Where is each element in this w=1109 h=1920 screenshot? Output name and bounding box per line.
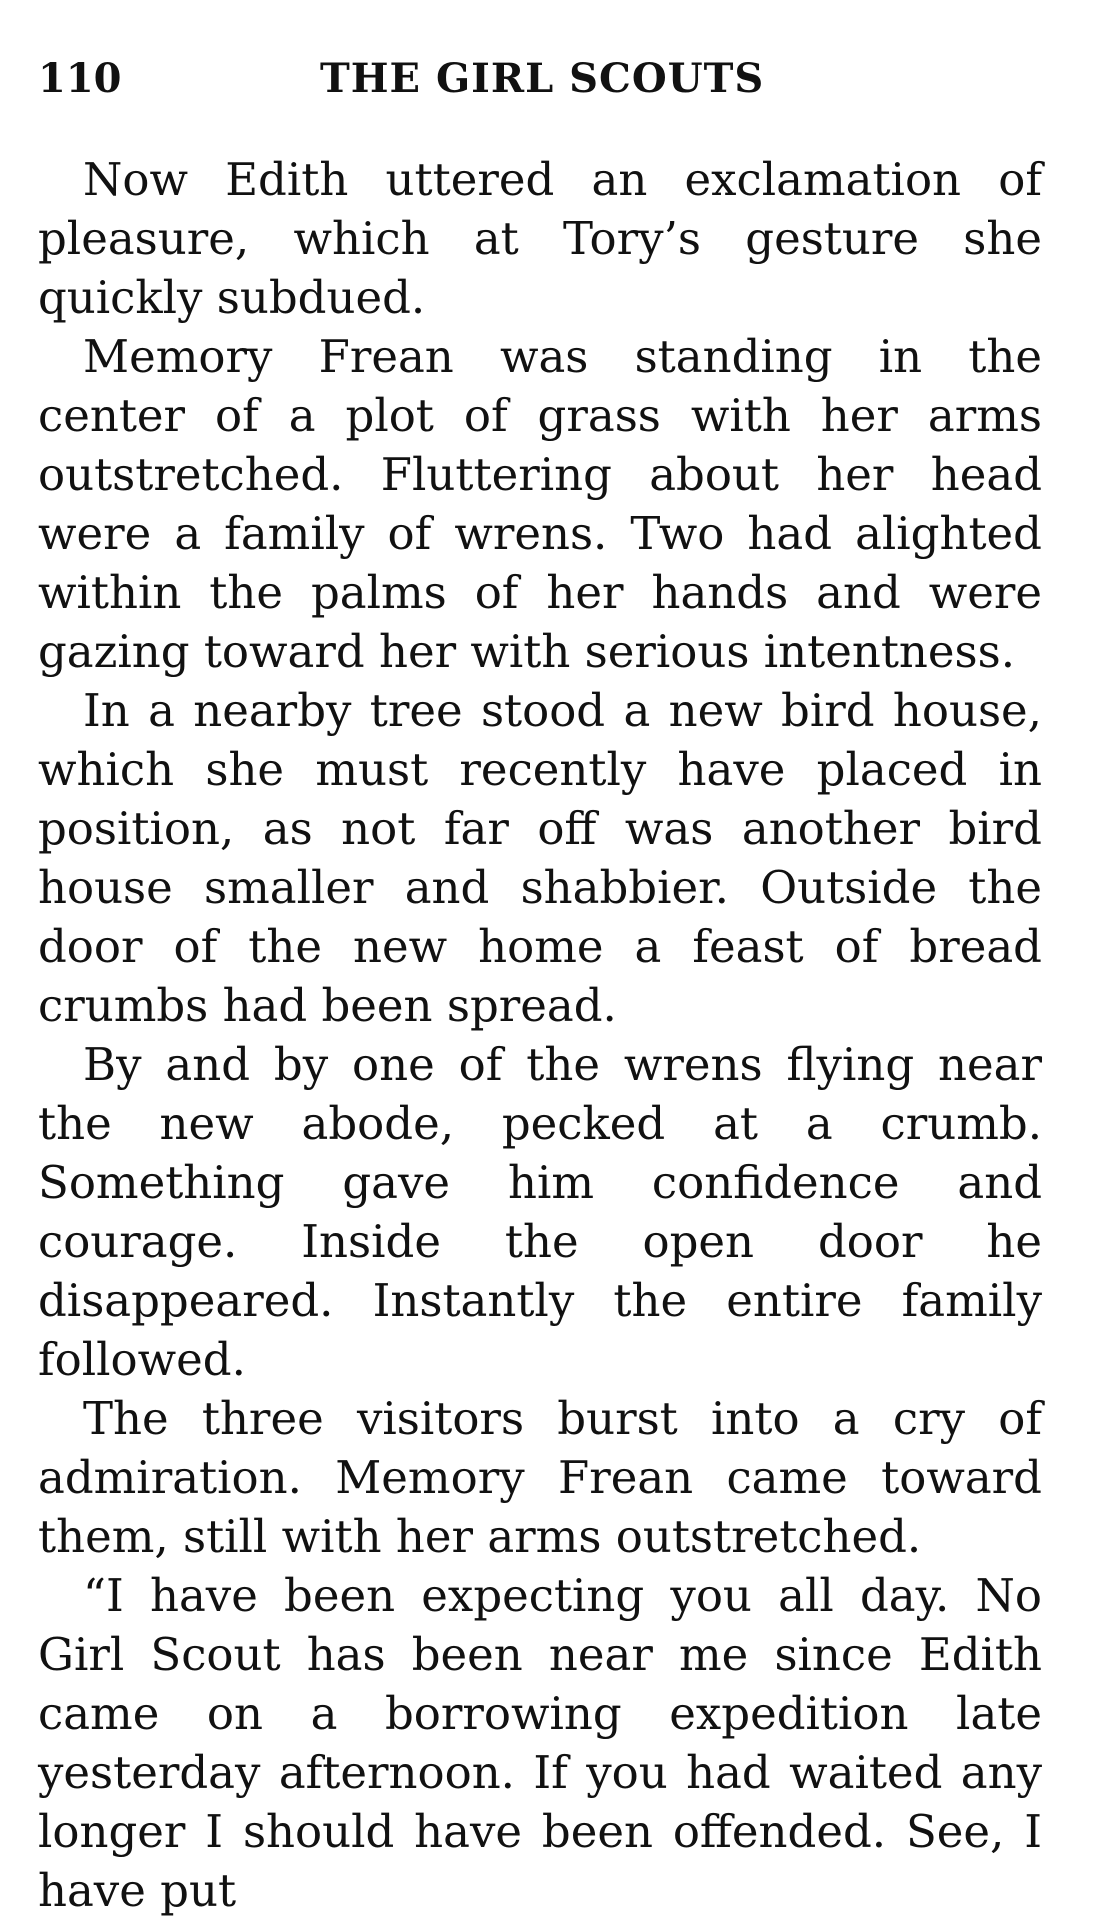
running-title: THE GIRL SCOUTS	[320, 55, 765, 102]
paragraph-3: In a nearby tree stood a new bird house, which she must recently have placed in position, as not far off was another bird house smaller and shabbier. Outside the door of the new home a feast of bread crumbs had been spread.	[38, 684, 1042, 1032]
book-page	[38, 0, 1042, 1917]
paragraph-5: The three visitors burst into a cry of admiration. Memory Frean came toward them, still with her arms outstretched.	[38, 1392, 1042, 1563]
paragraph-4: By and by one of the wrens flying near the new abode, pecked at a crumb. Something gave him confidence and courage. Inside the open door he disappeared. Instantly the entire family followed.	[38, 1038, 1042, 1386]
running-head	[38, 54, 1042, 104]
paragraph-6: “I have been expecting you all day. No Girl Scout has been near me since Edith came on a borrowing expedition late yesterday afternoon. If you had waited any longer I should have been offended. See, I have put	[38, 1569, 1042, 1917]
page-number: 110	[38, 55, 122, 102]
text-body	[38, 150, 1042, 1920]
paragraph-1: Now Edith uttered an exclamation of pleasure, which at Tory’s gesture she quickly subdued.	[38, 153, 1042, 324]
paragraph-2: Memory Frean was standing in the center of a plot of grass with her arms outstretched. Fluttering about her head were a family of wrens. Two had alighted within the palms of her hands and were gazing toward her with serious intentness.	[38, 330, 1042, 678]
